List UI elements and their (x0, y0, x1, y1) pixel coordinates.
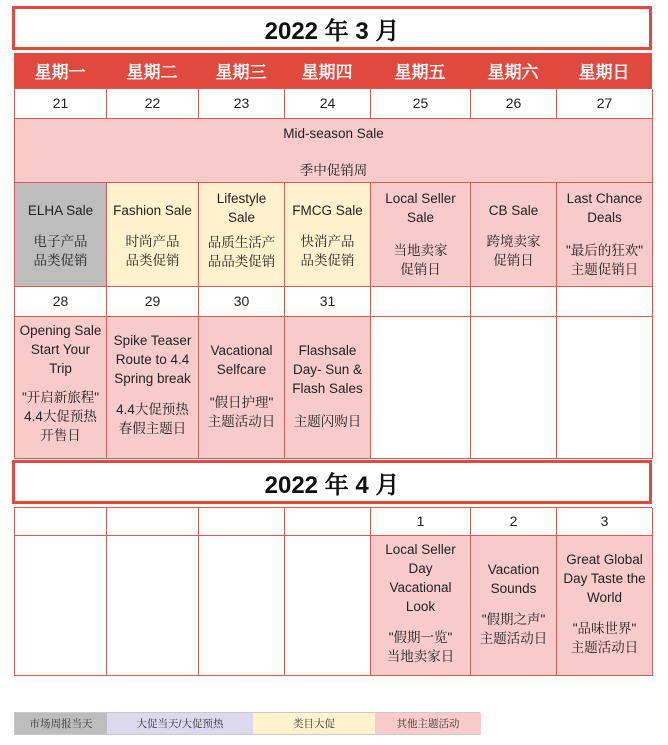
event-zh: 品质生活产 品品类促销 (207, 235, 276, 269)
event-zh: 快消产品 品类促销 (300, 234, 355, 268)
event-cell[interactable] (471, 536, 557, 676)
event-zh: 4.4大促预热 春假主题日 (116, 402, 189, 436)
date-cell[interactable]: 22 (107, 89, 199, 119)
legend-item-other-theme: 其他主题活动 (375, 713, 481, 734)
event-en: Flashsale Day- Sun & Flash Sales (292, 343, 363, 396)
event-en: Lifestyle Sale (216, 191, 267, 225)
event-cell[interactable] (285, 317, 371, 459)
event-cell[interactable] (285, 183, 371, 287)
event-cell[interactable] (199, 183, 285, 287)
date-cell[interactable]: 24 (285, 89, 371, 119)
event-cell[interactable] (107, 317, 199, 459)
empty-cell (371, 317, 471, 459)
banner-en: Mid-season Sale (283, 126, 384, 141)
empty-cell (471, 317, 557, 459)
empty-cell (107, 536, 199, 676)
date-cell-empty (371, 287, 471, 317)
weekday-thu: 星期四 (301, 63, 353, 82)
event-en: Opening Sale Start Your Trip (19, 323, 102, 376)
event-zh: 主题闪购日 (293, 414, 362, 429)
date-cell-empty (107, 508, 199, 536)
event-zh: "品味世界" 主题活动日 (570, 621, 639, 655)
event-zh: "假期之声" 主题活动日 (479, 612, 548, 646)
weekday-wed: 星期三 (215, 63, 267, 82)
date-cell[interactable]: 23 (199, 89, 285, 119)
date-cell[interactable]: 31 (285, 287, 371, 317)
event-cell[interactable] (15, 317, 107, 459)
empty-cell (557, 317, 653, 459)
date-cell-empty (15, 508, 107, 536)
event-cell[interactable] (107, 183, 199, 287)
month-title-march: 2022 年 3 月 (12, 6, 652, 50)
event-en: Fashion Sale (113, 203, 192, 218)
date-cell-empty (285, 508, 371, 536)
event-en: Local Seller Sale (385, 191, 456, 225)
date-cell[interactable]: 26 (471, 89, 557, 119)
date-cell[interactable]: 25 (371, 89, 471, 119)
event-cell[interactable] (15, 183, 107, 287)
event-cell[interactable] (199, 317, 285, 459)
date-cell[interactable]: 21 (15, 89, 107, 119)
date-cell-empty (557, 287, 653, 317)
april-calendar-grid (14, 507, 652, 676)
event-zh: 时尚产品 品类促销 (125, 234, 180, 268)
event-zh: "最后的狂欢" 主题促销日 (565, 243, 644, 277)
event-zh: "假日护理" 主题活动日 (207, 395, 276, 429)
mid-season-sale-banner[interactable] (15, 119, 653, 183)
empty-cell (199, 536, 285, 676)
event-en: FMCG Sale (292, 203, 363, 218)
event-en: CB Sale (488, 203, 539, 218)
weekday-sun: 星期日 (578, 63, 630, 82)
event-zh: "假期一览" 当地卖家日 (386, 630, 455, 664)
weekday-header (14, 53, 652, 88)
legend-item-category-sale: 类目大促 (253, 713, 375, 734)
event-en: Local Seller Day Vacational Look (385, 542, 456, 614)
event-zh: 电子产品 品类促销 (33, 234, 88, 268)
event-en: Vacational Selfcare (210, 343, 273, 377)
event-zh: 跨境卖家 促销日 (486, 234, 541, 268)
date-cell-empty (199, 508, 285, 536)
legend-item-campaign-day: 大促当天/大促预热 (107, 713, 253, 734)
weekday-tue: 星期二 (126, 63, 178, 82)
empty-cell (15, 536, 107, 676)
event-cell[interactable] (471, 183, 557, 287)
event-zh: "开启新旅程" 4.4大促预热 开售日 (21, 390, 100, 443)
event-cell[interactable] (557, 183, 653, 287)
date-cell[interactable]: 30 (199, 287, 285, 317)
event-en: Spike Teaser Route to 4.4 Spring break (113, 333, 192, 386)
date-cell[interactable]: 3 (557, 508, 653, 536)
event-en: Last Chance Deals (566, 191, 643, 225)
legend (14, 712, 480, 735)
date-cell[interactable]: 2 (471, 508, 557, 536)
date-cell[interactable]: 28 (15, 287, 107, 317)
event-zh: 当地卖家 促销日 (393, 243, 448, 277)
weekday-fri: 星期五 (394, 63, 446, 82)
date-cell[interactable]: 29 (107, 287, 199, 317)
empty-cell (285, 536, 371, 676)
event-cell[interactable] (557, 536, 653, 676)
weekday-mon: 星期一 (34, 63, 86, 82)
event-en: ELHA Sale (27, 203, 94, 218)
weekday-sat: 星期六 (487, 63, 539, 82)
event-cell[interactable] (371, 536, 471, 676)
date-cell-empty (471, 287, 557, 317)
march-calendar-grid (14, 88, 652, 459)
banner-zh: 季中促销周 (299, 163, 368, 178)
date-cell[interactable]: 27 (557, 89, 653, 119)
event-cell[interactable] (371, 183, 471, 287)
event-en: Vacation Sounds (487, 562, 540, 596)
date-cell[interactable]: 1 (371, 508, 471, 536)
event-en: Great Global Day Taste the World (563, 552, 646, 605)
legend-item-market-weekly: 市场周报当天 (15, 713, 107, 734)
month-title-april: 2022 年 4 月 (12, 460, 652, 504)
